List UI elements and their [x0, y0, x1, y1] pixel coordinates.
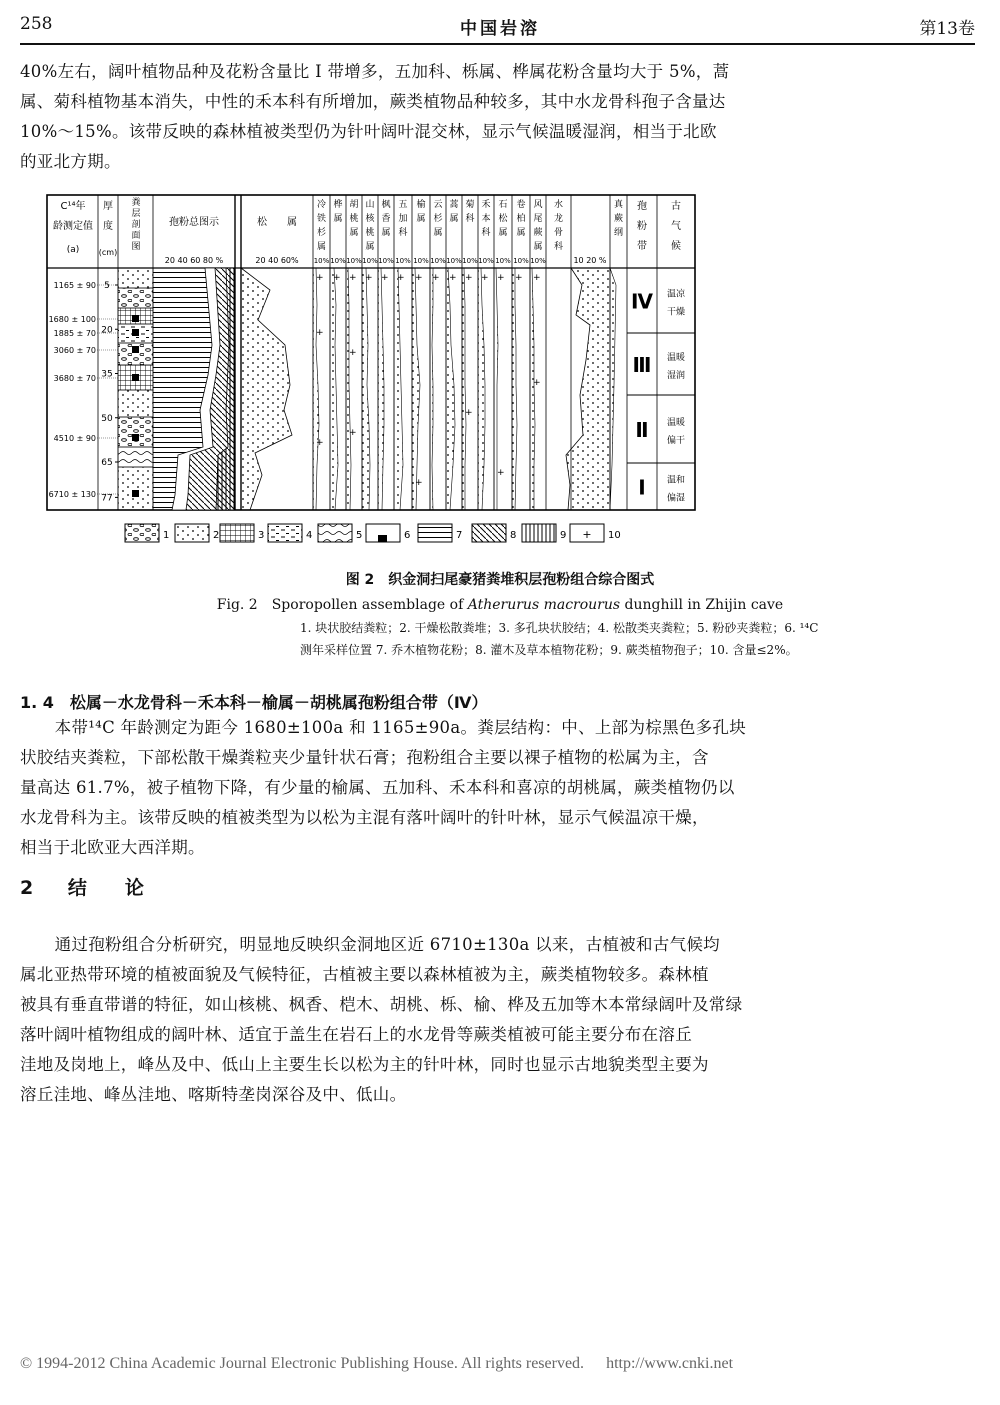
- taxon-curve: [512, 268, 517, 510]
- legend-number: 2: [213, 530, 220, 541]
- figure-notes: [300, 617, 820, 661]
- legend-number: 8: [510, 530, 517, 541]
- legend-number: 3: [258, 530, 265, 541]
- text-line: 被具有垂直带谱的特征，如山核桃、枫香、桤木、胡桃、栎、榆、桦及五加等木本常绿阔叶及常绿: [20, 995, 743, 1014]
- taxon-scale: 10%: [462, 257, 478, 265]
- lithology-band: [118, 417, 153, 447]
- taxon-curve: [394, 268, 403, 510]
- total-pollen-scale: 20 40 60 80 %: [164, 256, 224, 265]
- footer: [20, 1355, 733, 1373]
- taxon-header: 柏: [516, 214, 526, 224]
- total-pollen-header: 孢粉总图示: [169, 217, 219, 228]
- taxon-header: 属: [416, 214, 426, 224]
- legend-number: 5: [356, 530, 363, 541]
- taxon-header: 桃: [349, 214, 359, 224]
- rare-marker: +: [415, 273, 423, 283]
- profile-header: 层: [131, 209, 141, 219]
- text-line: 落叶阔叶植物组成的阔叶林、适宜于盖生在岩石上的水龙骨等蕨类植被可能主要分布在溶丘: [20, 1025, 692, 1044]
- volume-label: 第13卷: [919, 19, 975, 39]
- c14-sample-marker: [132, 315, 139, 322]
- taxon-header: 冷: [316, 200, 327, 210]
- taxon-curve: [412, 268, 420, 510]
- legend-number: 7: [456, 530, 463, 541]
- taxon-header: 杉: [433, 214, 443, 224]
- legend-c14-marker: [378, 535, 387, 542]
- lithology-band: [118, 288, 153, 308]
- depth-label: 77: [101, 493, 113, 504]
- lithology-band: [118, 268, 153, 288]
- legend-number: 10: [608, 530, 621, 541]
- taxon-curve: [446, 268, 455, 510]
- taxon-curve: [313, 268, 319, 510]
- c14-sample-marker: [132, 490, 139, 497]
- taxon-header: 属: [449, 214, 459, 224]
- depth-label: 50: [101, 413, 113, 424]
- note-line: 1. 块状胶结粪粒；2. 干燥松散粪堆；3. 多孔块状胶结；4. 松散类夹粪粒；5. 粉砂夹粪粒；6. ¹⁴C: [300, 621, 819, 635]
- text-line: 状胶结夹粪粒，下部松散干燥粪粒夹少量针状石膏；孢粉组合主要以裸子植物的松属为主，含: [20, 748, 709, 767]
- taxon-header: 蕨: [533, 228, 543, 238]
- age-header: 龄测定值: [53, 221, 93, 232]
- rare-marker: +: [349, 348, 357, 358]
- legend-number: 1: [163, 530, 170, 541]
- rare-marker: +: [316, 438, 324, 448]
- caption-en-prefix: Fig. 2 Sporopollen assemblage of: [216, 597, 464, 613]
- taxon-curve: [330, 268, 338, 510]
- rare-marker: +: [533, 273, 541, 283]
- taxon-scale: 10%: [395, 257, 411, 265]
- rare-marker: +: [497, 273, 505, 283]
- taxon-header: 骨: [553, 228, 564, 238]
- lithology-band: [118, 390, 153, 417]
- taxon-scale: 10%: [478, 257, 494, 265]
- legend-swatch: [268, 524, 302, 542]
- text-line: 10%～15%。该带反映的森林植被类型仍为针叶阔叶混交林，显示气候温暖湿润，相当于北欧: [20, 122, 717, 141]
- taxon-header: 科: [553, 242, 564, 252]
- zone-climate: 温和: [666, 475, 686, 486]
- lithology-band: [118, 447, 153, 467]
- zone-climate: 湿润: [666, 371, 686, 381]
- age-label: 4510 ± 90: [53, 434, 96, 443]
- cnki-link[interactable]: http://www.cnki.net: [606, 1355, 734, 1372]
- taxon-header: 属: [316, 242, 327, 252]
- zone-header: 粉: [637, 221, 647, 232]
- taxon-curve: [362, 268, 370, 510]
- taxon-curve: [346, 268, 351, 510]
- zone-label: Ⅰ: [638, 475, 646, 500]
- intro-paragraph: [20, 57, 975, 177]
- header-rule: [20, 43, 975, 45]
- legend-plus: +: [582, 528, 592, 541]
- zone-header: 孢: [637, 201, 647, 212]
- taxon-header: 铁: [316, 214, 327, 224]
- age-header: (a): [66, 245, 80, 255]
- taxon-header: 核: [365, 214, 375, 224]
- taxon-scale: 10%: [313, 257, 330, 265]
- pollen-diagram: [0, 185, 1000, 555]
- taxon-header: 纲: [613, 228, 624, 238]
- section-2-heading: [20, 873, 144, 900]
- taxon-header: 龙: [553, 214, 564, 224]
- zone-header: 带: [637, 241, 647, 252]
- legend-swatch: [522, 524, 556, 542]
- taxon-header: 属: [433, 228, 443, 238]
- conclusion-body-cont: [20, 960, 975, 1110]
- rare-marker: +: [397, 273, 405, 283]
- climate-header: 候: [671, 241, 681, 252]
- rare-marker: +: [349, 428, 357, 438]
- taxon-scale: 10%: [530, 257, 546, 265]
- taxon-header: 桦: [333, 200, 343, 210]
- section-title: 结 论: [67, 877, 144, 899]
- note-line: 测年采样位置 7. 乔木植物花粉；8. 灌木及草本植物花粉；9. 蕨类植物孢子；10. 含量≤2%。: [300, 643, 798, 657]
- profile-header: 粪: [131, 198, 141, 208]
- taxon-curve: [478, 268, 485, 510]
- taxon-scale: 10%: [362, 257, 378, 265]
- c14-sample-marker: [132, 374, 139, 381]
- filicinae-curve: [610, 268, 616, 510]
- text-line: 属、菊科植物基本消失，中性的禾本科有所增加，蕨类植物品种较多，其中水龙骨科孢子含量达: [20, 92, 726, 111]
- taxon-header: 水: [553, 200, 564, 210]
- age-label: 1680 ± 100: [48, 315, 96, 324]
- taxon-header: 菊: [465, 200, 475, 210]
- journal-title: 中国岩溶: [460, 19, 540, 39]
- taxon-scale: 10%: [446, 257, 462, 265]
- caption-en-species: Atherurus macrourus: [467, 597, 621, 613]
- climate-header: 气: [671, 221, 681, 232]
- taxon-header: 云: [433, 200, 443, 210]
- taxon-header: 真: [613, 200, 624, 210]
- taxon-curve: [462, 268, 466, 510]
- age-label: 1885 ± 70: [53, 329, 96, 338]
- taxon-scale: 10%: [430, 257, 446, 265]
- taxon-scale: 10%: [330, 257, 346, 265]
- taxon-header: 尾: [533, 214, 543, 224]
- text-line: 本带¹⁴C 年龄测定为距今 1680±100a 和 1165±90a。粪层结构：中、上部为棕黑色多孔块: [54, 718, 747, 737]
- taxon-header: 属: [349, 228, 359, 238]
- taxon-header: 本: [481, 214, 491, 224]
- c14-sample-marker: [132, 434, 139, 441]
- pine-curve: [241, 268, 292, 510]
- taxon-header: 枫: [381, 200, 391, 210]
- rare-marker: +: [415, 478, 423, 488]
- taxon-header: 科: [465, 214, 475, 224]
- rare-marker: +: [365, 273, 373, 283]
- text-line: 40%左右，阔叶植物品种及花粉含量比 I 带增多，五加科、栎属、桦属花粉含量均大于 5%，蒿: [20, 62, 730, 81]
- legend-swatch: [318, 524, 352, 542]
- taxon-header: 属: [365, 242, 375, 252]
- page-number: 258: [20, 14, 53, 34]
- taxon-header: 石: [498, 200, 508, 210]
- taxon-header: 加: [398, 214, 408, 224]
- zone-label: Ⅲ: [632, 353, 652, 377]
- legend-number: 6: [404, 530, 411, 541]
- text-line: 洼地及岗地上，峰丛及中、低山上主要生长以松为主的针叶林，同时也显示古地貌类型主要为: [20, 1055, 709, 1074]
- taxon-curve: [378, 268, 384, 510]
- section-1-4-body-cont: [20, 743, 975, 863]
- text-line: 通过孢粉组合分析研究，明显地反映织金洞地区近 6710±130a 以来，古植被和古气候均: [54, 935, 720, 954]
- rare-marker: +: [465, 273, 473, 283]
- text-line: 水龙骨科为主。该带反映的植被类型为以松为主混有落叶阔叶的针叶林，显示气候温凉干燥，: [20, 808, 709, 827]
- rare-marker: +: [349, 273, 357, 283]
- copyright-text: © 1994-2012 China Academic Journal Electronic Publishing House. All rights reserved.: [20, 1355, 585, 1372]
- depth-header: (cm): [98, 248, 118, 257]
- taxon-header: 蕨: [613, 214, 624, 224]
- rare-marker: +: [481, 273, 489, 283]
- taxon-header: 五: [398, 200, 408, 210]
- taxon-scale: 10%: [513, 257, 529, 265]
- zone-climate: 干燥: [666, 307, 686, 318]
- rare-marker: +: [465, 408, 473, 418]
- taxon-header: 松: [498, 214, 508, 224]
- taxon-header: 属: [333, 214, 343, 224]
- profile-header: 图: [131, 242, 141, 252]
- legend-swatch: [418, 524, 452, 542]
- taxon-header: 属: [516, 228, 526, 238]
- depth-label: 35: [101, 369, 113, 380]
- legend-swatch: [175, 524, 209, 542]
- rare-marker: +: [515, 273, 523, 283]
- taxon-header: 榆: [416, 200, 426, 210]
- age-label: 1165 ± 90: [53, 281, 96, 290]
- taxon-scale: 10%: [346, 257, 362, 265]
- taxon-header: 属: [381, 228, 391, 238]
- rare-marker: +: [533, 378, 541, 388]
- zone-label: Ⅱ: [635, 418, 649, 442]
- section-1-4-heading: 1. 4 松属－水龙骨科－禾本科－榆属－胡桃属孢粉组合带（Ⅳ）: [20, 693, 488, 712]
- depth-label: 20: [101, 325, 113, 336]
- taxon-header: 科: [481, 228, 491, 238]
- taxon-header: 蒿: [449, 200, 459, 210]
- figure-caption-cn: 图 2 织金洞扫尾豪猪粪堆积层孢粉组合综合图式: [345, 572, 655, 588]
- figure-caption-en: [0, 594, 1000, 614]
- text-line: 相当于北欧亚大西洋期。: [20, 838, 205, 857]
- c14-sample-marker: [132, 346, 139, 353]
- taxon-header: 属: [498, 228, 508, 238]
- taxon-curve: [430, 268, 433, 510]
- age-label: 3060 ± 70: [53, 346, 96, 355]
- c14-sample-marker: [132, 329, 139, 336]
- pine-scale: 20 40 60%: [255, 256, 299, 265]
- polypodiaceae-scale: 10 20 %: [573, 256, 607, 265]
- age-label: 3680 ± 70: [53, 374, 96, 383]
- taxon-curve: [530, 268, 535, 510]
- taxon-header: 卷: [516, 200, 526, 210]
- zone-climate: 偏湿: [666, 493, 686, 504]
- conclusion-body: [20, 930, 975, 960]
- rare-marker: +: [432, 273, 440, 283]
- taxon-header: 胡: [349, 200, 359, 210]
- rare-marker: +: [316, 328, 324, 338]
- legend-swatch: [125, 524, 159, 542]
- rare-marker: +: [333, 273, 341, 283]
- taxon-header: 风: [533, 200, 543, 210]
- rare-marker: +: [449, 273, 457, 283]
- rare-marker: +: [497, 468, 505, 478]
- taxon-header: 桃: [365, 228, 375, 238]
- zone-label: Ⅳ: [631, 289, 653, 314]
- caption-en-suffix: dunghill in Zhijin cave: [624, 597, 784, 613]
- rare-marker: +: [316, 273, 324, 283]
- section-number: 2: [20, 877, 34, 899]
- climate-header: 古: [671, 201, 681, 212]
- text-line: 的亚北方期。: [20, 152, 121, 171]
- legend-number: 9: [560, 530, 567, 541]
- depth-header: 度: [103, 221, 113, 232]
- pine-header: 松 属: [257, 217, 297, 228]
- text-line: 溶丘洼地、峰丛洼地、喀斯特垄岗深谷及中、低山。: [20, 1085, 407, 1104]
- legend-swatch: [472, 524, 506, 542]
- profile-header: 面: [131, 231, 141, 241]
- taxon-scale: 10%: [378, 257, 394, 265]
- lithology-band: [118, 467, 153, 510]
- taxon-scale: 10%: [413, 257, 429, 265]
- zone-climate: 偏干: [666, 436, 686, 446]
- rare-marker: +: [381, 273, 389, 283]
- legend-swatch: [220, 524, 254, 542]
- section-1-4-body: [20, 713, 975, 743]
- taxon-scale: 10%: [495, 257, 511, 265]
- taxon-header: 属: [533, 242, 543, 252]
- taxon-header: 杉: [316, 228, 327, 238]
- text-line: 属北亚热带环境的植被面貌及气候特征，古植被主要以森林植被为主，蕨类植物较多。森林植: [20, 965, 709, 984]
- age-label: 6710 ± 130: [48, 490, 96, 499]
- depth-label: 65: [101, 458, 113, 468]
- zone-climate: 温暖: [666, 418, 686, 428]
- taxon-header: 科: [398, 228, 408, 238]
- taxon-header: 香: [381, 214, 391, 224]
- taxon-header: 山: [365, 200, 375, 210]
- age-header: C¹⁴年: [60, 201, 86, 212]
- depth-header: 厚: [103, 201, 113, 212]
- text-line: 量高达 61.7%，被子植物下降，有少量的榆属、五加科、禾本科和喜凉的胡桃属，蕨类植物仍以: [20, 778, 735, 797]
- polypodiaceae-curve: [566, 268, 610, 510]
- legend-number: 4: [306, 530, 313, 541]
- taxon-header: 禾: [481, 200, 491, 210]
- zone-climate: 温暖: [666, 353, 686, 363]
- zone-climate: 温凉: [666, 289, 686, 300]
- profile-header: 剖: [131, 220, 141, 230]
- depth-label: 5: [104, 281, 110, 291]
